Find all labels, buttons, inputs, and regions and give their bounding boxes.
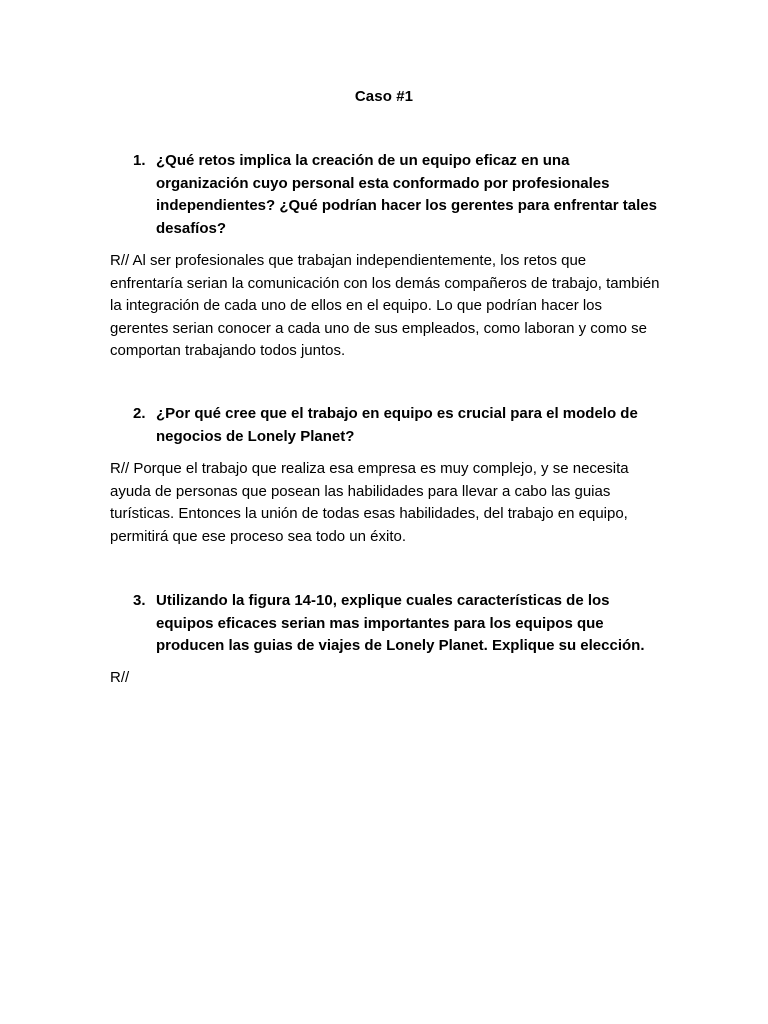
document-title: Caso #1 (354, 88, 414, 105)
question-text: Utilizando la figura 14-10, explique cuales características de los equipos eficaces serian mas importantes para los equipos que producen las guias de viajes de Lonely Planet. Explique su elección. (156, 592, 645, 654)
question-number: 1. (133, 152, 146, 169)
question-number: 3. (133, 592, 146, 609)
question-1 (133, 150, 663, 240)
question-2 (133, 403, 663, 448)
question-number: 2. (133, 405, 146, 422)
answer-2: R// Porque el trabajo que realiza esa empresa es muy complejo, y se necesita ayuda de personas que posean las habilidades para llevar a cabo las guias turísticas. Entonces la unión de todas esas habilidades, del trabajo en equipo, permitirá que ese proceso sea todo un éxito. (110, 460, 629, 545)
question-text: ¿Qué retos implica la creación de un equipo eficaz en una organización cuyo personal esta conformado por profesionales independientes? ¿Qué podrían hacer los gerentes para enfrentar tales desafíos? (156, 152, 657, 237)
answer-3: R// (110, 669, 130, 686)
question-text: ¿Por qué cree que el trabajo en equipo es crucial para el modelo de negocios de Lonely Planet? (156, 405, 638, 445)
answer-1: R// Al ser profesionales que trabajan independientemente, los retos que enfrentaría serian la comunicación con los demás compañeros de trabajo, también la integración de cada uno de ellos en el equipo. Lo que podrían hacer los gerentes serian conocer a cada uno de sus empleados, como laboran y como se comportan trabajando todos juntos. (110, 252, 660, 359)
question-3 (133, 590, 663, 658)
